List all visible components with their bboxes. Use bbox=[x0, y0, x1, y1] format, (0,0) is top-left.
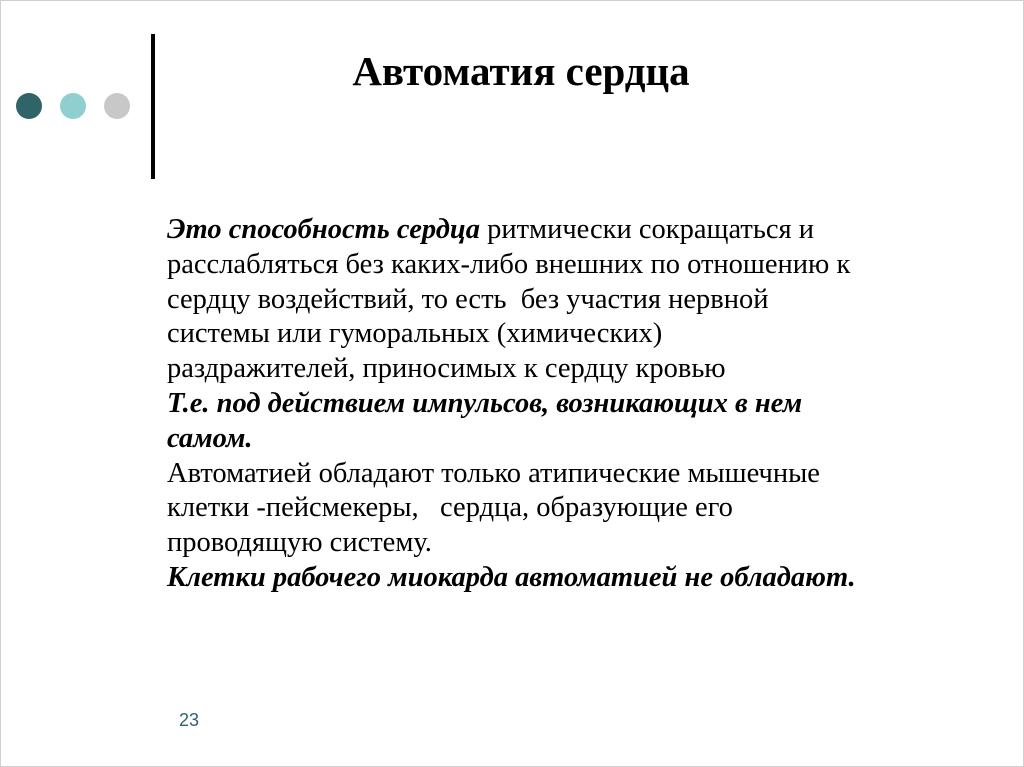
paragraph3-line3: проводящую систему. bbox=[167, 527, 432, 559]
vertical-divider bbox=[151, 34, 155, 179]
slide-title: Автоматия сердца bbox=[352, 48, 690, 94]
paragraph1-line5: раздражителей, приносимых к сердцу кровью bbox=[167, 353, 726, 385]
paragraph1-line3: сердцу воздействий, то есть без участия нервной bbox=[167, 283, 769, 315]
paragraph2-line2: самом. bbox=[167, 422, 253, 454]
definition-line1-rest: ритмически сокращаться и bbox=[479, 214, 814, 245]
slide-body bbox=[167, 213, 1007, 596]
paragraph3-line2: клетки -пейсмекеры, сердца, образующие его bbox=[167, 492, 733, 524]
page-number: 23 bbox=[179, 710, 200, 730]
paragraph2-line1: Т.е. под действием импульсов, возникающих в нем bbox=[167, 387, 803, 419]
paragraph3-line1: Автоматией обладают только атипические мышечные bbox=[167, 457, 820, 489]
paragraph1-line2: расслабляться без каких-либо внешних по отношению к bbox=[167, 248, 851, 280]
paragraph1-line1 bbox=[167, 213, 1007, 248]
decorative-dot-dark bbox=[16, 93, 42, 119]
definition-lead: Это способность сердца bbox=[167, 214, 480, 245]
decorative-dot-gray bbox=[104, 93, 130, 119]
decorative-dot-teal bbox=[60, 93, 86, 119]
paragraph1-line4: системы или гуморальных (химических) bbox=[167, 318, 663, 350]
paragraph4-line1: Клетки рабочего миокарда автоматией не обладают. bbox=[167, 561, 856, 593]
